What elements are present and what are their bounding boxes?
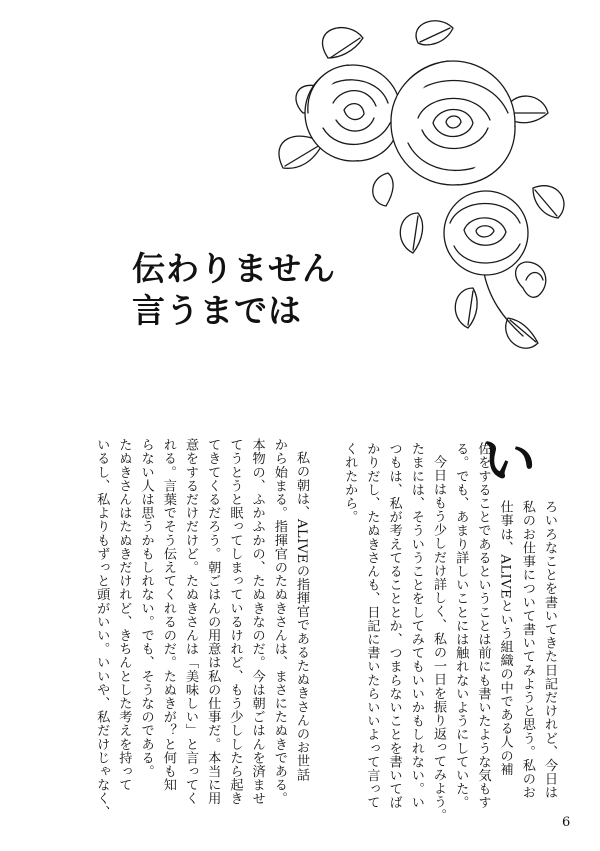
title-line-2: 言うまでは (132, 291, 302, 330)
text-column: たまには、そういうことをしてみてもいいかもしれない。い (408, 442, 424, 810)
text-column: つもは、私が考えてることとか、つまらないことを書いてば (386, 442, 402, 810)
title-line-1: 伝わりません (132, 249, 336, 288)
text-column: 意をするだけだけど。たぬきさんは「美味しい」と言ってく (183, 438, 199, 806)
rose-bud (516, 262, 546, 297)
text-column: れる。言葉でそう伝えてくれるのだ。たぬきが？と何も知 (160, 438, 176, 792)
text-column: 私のお仕事について書いてみようと思う。私のお (519, 500, 535, 800)
body-text-right (338, 442, 560, 822)
chapter-title (132, 248, 336, 332)
text-column: 佐をすることであるということは前にも書いたような気もす (475, 442, 491, 810)
text-column: る。でも、あまり詳しいことには触れないようにしていた。 (453, 442, 469, 810)
rose-lower (444, 191, 528, 275)
drop-cap: い (482, 428, 536, 492)
rose-center (391, 61, 515, 185)
rose-left (305, 65, 401, 161)
text-column: 仕事は、ALIVEという組織の中である人の補 (497, 500, 513, 776)
body-text-left (90, 438, 312, 818)
text-column: 本物の、ふかふかの、たぬきなのだ。今は朝ごはんを済ませ (249, 438, 265, 806)
text-column: くれたから。 (342, 442, 358, 524)
text-column: から始まる。指揮官のたぬきさんは、まさにたぬきである。 (271, 438, 287, 806)
text-column: てうとうと眠ってしまっているけれど、もう少ししたら起き (227, 438, 243, 806)
text-column: かりだし、たぬきさんも、日記に書いたらいいよって言って (364, 442, 380, 810)
text-column: 私の朝は、ALIVEの指揮官であるたぬきさんのお世話 (294, 451, 310, 782)
text-column: ろいろなことを書いてきた日記だけれど、今日は (542, 500, 558, 800)
text-column: たぬきさんはたぬきだけれど、きちんとした考えを持って (116, 438, 132, 792)
text-column: 今日はもう少しだけ詳しく、私の一日を振り返ってみよう。 (431, 455, 447, 823)
text-column: らない人は思うかもしれない。でも、そうなのである。 (138, 438, 154, 778)
text-column: てきてくるだろう。朝ごはんの用意は私の仕事だ。本当に用 (205, 438, 221, 806)
page-number: 6 (562, 815, 571, 830)
text-column: いるし、私よりもずっと頭がいい。いいや、私だけじゃなく、 (94, 438, 110, 819)
